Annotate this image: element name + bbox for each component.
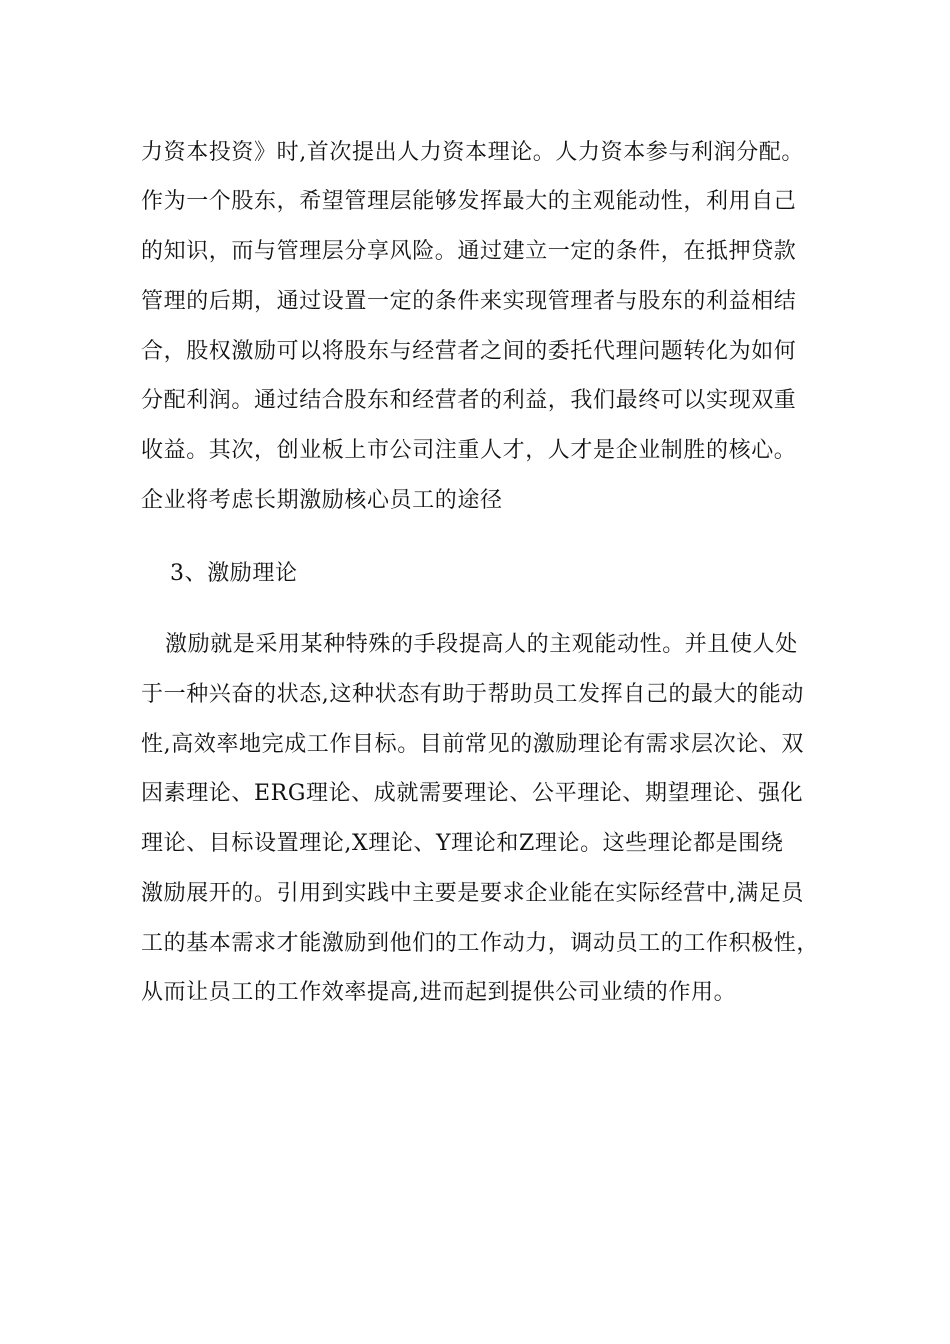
paragraph1-line-2: 作为一个股东，希望管理层能够发挥最大的主观能动性，利用自己 <box>141 189 797 214</box>
paragraph1-line-1: 力资本投资》时,首次提出人力资本理论。人力资本参与利润分配。 <box>141 140 804 165</box>
paragraph2-line-7: 工的基本需求才能激励到他们的工作动力，调动员工的工作积极性， <box>141 931 820 956</box>
paragraph1-line-8: 企业将考虑长期激励核心员工的途径 <box>141 488 503 513</box>
paragraph2-line-3: 性,高效率地完成工作目标。目前常见的激励理论有需求层次论、双 <box>141 732 804 757</box>
paragraph2-line-2: 于一种兴奋的状态,这种状态有助于帮助员工发挥自己的最大的能动 <box>141 682 804 707</box>
paragraph2-line-1: 激励就是采用某种特殊的手段提高人的主观能动性。并且使人处 <box>165 632 798 657</box>
paragraph1-line-6: 分配利润。通过结合股东和经营者的利益，我们最终可以实现双重 <box>141 388 797 413</box>
paragraph1-line-4: 管理的后期，通过设置一定的条件来实现管理者与股东的利益相结 <box>141 289 797 314</box>
section-heading: 3、激励理论 <box>170 561 298 586</box>
paragraph1-line-3: 的知识，而与管理层分享风险。通过建立一定的条件，在抵押贷款 <box>141 239 797 264</box>
paragraph2-line-5: 理论、目标设置理论,X理论、Y理论和Z理论。这些理论都是围绕 <box>141 831 784 856</box>
paragraph2-line-4: 因素理论、ERG理论、成就需要理论、公平理论、期望理论、强化 <box>141 781 804 806</box>
paragraph2-line-8: 从而让员工的工作效率提高,进而起到提供公司业绩的作用。 <box>141 980 737 1005</box>
paragraph1-line-5: 合，股权激励可以将股东与经营者之间的委托代理问题转化为如何 <box>141 339 797 364</box>
paragraph1-line-7: 收益。其次，创业板上市公司注重人才，人才是企业制胜的核心。 <box>141 438 797 463</box>
paragraph2-line-6: 激励展开的。引用到实践中主要是要求企业能在实际经营中,满足员 <box>141 881 804 906</box>
